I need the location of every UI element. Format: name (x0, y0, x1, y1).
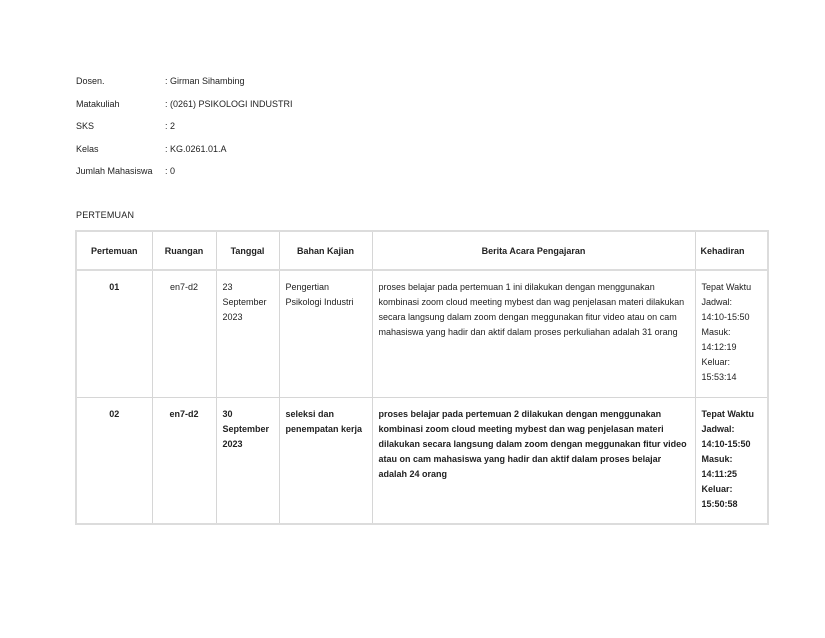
column-header: Bahan Kajian (279, 231, 372, 270)
kehadiran-masuk-value: 14:11:25 (701, 468, 738, 479)
kehadiran-keluar-value: 15:50:58 (701, 498, 738, 509)
kehadiran-status: Tepat Waktu (701, 282, 752, 292)
info-value: : 0 (165, 166, 176, 176)
info-row-kelas (76, 144, 293, 167)
cell-tanggal: 23 September 2023 (216, 270, 279, 397)
kehadiran-masuk-value: 14:12:19 (701, 342, 737, 352)
info-label: Kelas (76, 143, 99, 154)
cell-ruangan: en7-d2 (152, 397, 216, 524)
table-row (76, 270, 768, 397)
info-label: Dosen. (76, 76, 105, 86)
info-value: : 2 (165, 121, 176, 131)
info-value: : Girman Sihambing (165, 76, 245, 86)
kehadiran-keluar-label: Keluar: (701, 483, 733, 494)
kehadiran-masuk-label: Masuk: (701, 327, 731, 337)
cell-berita-acara: proses belajar pada pertemuan 1 ini dilakukan dengan menggunakan kombinasi zoom cloud meeting mybest dan wag penjelasan materi dilakukan secara langsung dalam zoom dengan meggunakan fitur video atau on cam mahasiswa yang hadir dan aktif dalam proses perkuliahan adalah 31 orang (372, 270, 695, 397)
cell-pertemuan: 02 (76, 397, 152, 524)
kehadiran-jadwal-value: 14:10-15:50 (701, 312, 750, 322)
table-row (76, 397, 768, 524)
kehadiran-jadwal-value: 14:10-15:50 (701, 438, 751, 449)
cell-pertemuan: 01 (76, 270, 152, 397)
info-row-sks (76, 121, 293, 144)
column-header: Pertemuan (76, 231, 152, 270)
info-row-dosen (76, 76, 293, 99)
kehadiran-keluar-label: Keluar: (701, 357, 731, 367)
column-header: Kehadiran (695, 231, 768, 270)
info-row-jumlah-mahasiswa (76, 166, 293, 189)
course-info (76, 76, 293, 189)
cell-ruangan: en7-d2 (152, 270, 216, 397)
cell-bahan-kajian: Pengertian Psikologi Industri (279, 270, 372, 397)
info-row-matakuliah (76, 99, 293, 122)
column-header: Tanggal (216, 231, 279, 270)
kehadiran-jadwal-label: Jadwal: (701, 297, 733, 307)
info-label: Jumlah Mahasiswa (76, 166, 153, 176)
info-value: : (0261) PSIKOLOGI INDUSTRI (165, 98, 293, 109)
cell-tanggal: 30 September 2023 (216, 397, 279, 524)
kehadiran-status: Tepat Waktu (701, 408, 755, 419)
meeting-table (75, 230, 769, 525)
column-header: Ruangan (152, 231, 216, 270)
kehadiran-keluar-value: 15:53:14 (701, 372, 737, 382)
cell-bahan-kajian: seleksi dan penempatan kerja (279, 397, 372, 524)
kehadiran-masuk-label: Masuk: (701, 453, 733, 464)
cell-kehadiran (695, 270, 768, 397)
info-label: SKS (76, 121, 95, 131)
cell-berita-acara: proses belajar pada pertemuan 2 dilakukan dengan menggunakan kombinasi zoom cloud meeting mybest dan wag penjelasan materi dilakukan secara langsung dalam zoom dengan meggunakan fitur video atau on cam mahasiswa yang hadir dan aktif dalam proses belajar adalah 24 orang (372, 397, 695, 524)
info-label: Matakuliah (76, 98, 120, 109)
kehadiran-jadwal-label: Jadwal: (701, 423, 735, 434)
section-title: PERTEMUAN (76, 210, 135, 220)
column-header: Berita Acara Pengajaran (372, 231, 695, 270)
table-header-row (76, 231, 768, 270)
info-value: : KG.0261.01.A (165, 143, 227, 154)
cell-kehadiran (695, 397, 768, 524)
